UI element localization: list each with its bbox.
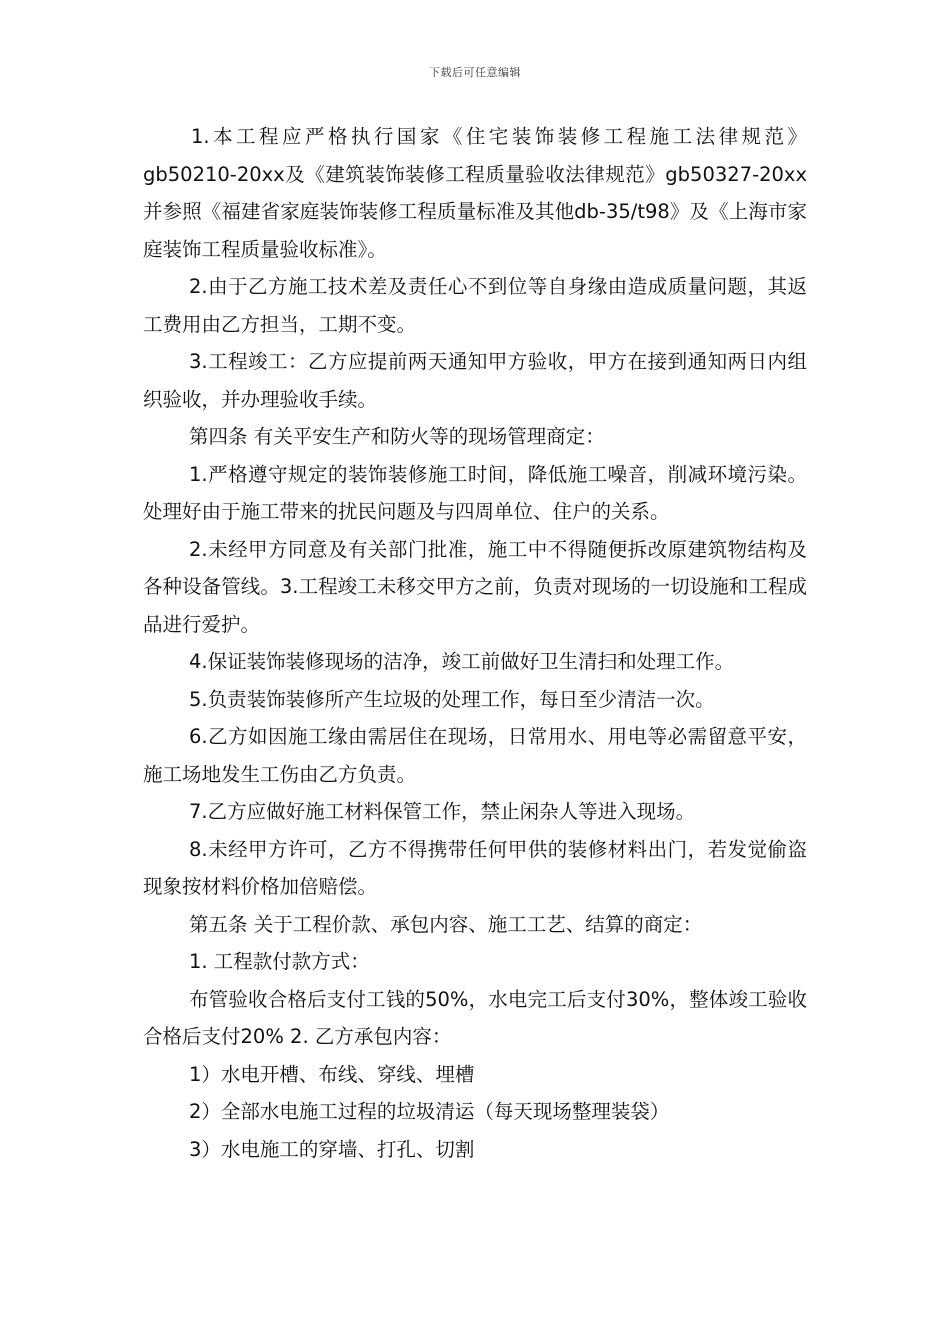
paragraph-11: 8.未经甲方许可，乙方不得携带任何甲供的装修材料出门，若发觉偷盗现象按材料价格加倍赔偿。 [143, 837, 807, 898]
paragraph-5: 1.严格遵守规定的装饰装修施工时间，降低施工噪音，削减环境污染。处理好由于施工带来的扰民问题及与四周单位、住户的关系。 [143, 462, 807, 523]
section-heading-4: 第四条 有关平安生产和防火等的现场管理商定： [189, 425, 605, 448]
list-item-2: 2）全部水电施工过程的垃圾清运（每天现场整理装袋） [189, 1100, 670, 1123]
paragraph-2: 2.由于乙方施工技术差及责任心不到位等自身缘由造成质量问题，其返工费用由乙方担当，工期不变。 [143, 275, 807, 336]
paragraph-8: 5.负责装饰装修所产生垃圾的处理工作，每日至少清洁一次。 [189, 687, 715, 711]
paragraph-7: 4.保证装饰装修现场的洁净，竣工前做好卫生清扫和处理工作。 [189, 650, 735, 673]
paragraph-1: 1.本工程应严格执行国家《住宅装饰装修工程施工法律规范》gb50210-20xx及《建筑装饰装修工程质量验收法律规范》gb50327-20xx并参照《福建省家庭装饰装修工程质量标准及其他db-35/t98》及《上海市家庭装饰工程质量验收标准》。 [143, 125, 807, 261]
paragraph-10: 7.乙方应做好施工材料保管工作，禁止闲杂人等进入现场。 [189, 800, 696, 823]
paragraph-6: 2.未经甲方同意及有关部门批准，施工中不得随便拆改原建筑物结构及各种设备管线。3.工程竣工未移交甲方之前，负责对现场的一切设施和工程成品进行爱护。 [143, 537, 807, 636]
document-body [143, 118, 807, 1168]
paragraph-14: 布管验收合格后支付工钱的50%，水电完工后支付30%，整体竣工验收合格后支付20% 2. 乙方承包内容： [143, 987, 807, 1048]
paragraph-9: 6.乙方如因施工缘由需居住在现场，日常用水、用电等必需留意平安，施工场地发生工伤由乙方负责。 [143, 725, 807, 786]
list-item-1: 1）水电开槽、布线、穿线、埋槽 [189, 1062, 475, 1086]
section-heading-5: 第五条 关于工程价款、承包内容、施工工艺、结算的商定： [189, 912, 703, 936]
paragraph-3: 3.工程竣工：乙方应提前两天通知甲方验收，甲方在接到通知两日内组织验收，并办理验收手续。 [143, 350, 807, 411]
paragraph-13: 1. 工程款付款方式： [189, 950, 370, 973]
list-item-3: 3）水电施工的穿墙、打孔、切割 [189, 1137, 475, 1161]
page-header-note: 下载后可任意编辑 [429, 66, 521, 79]
